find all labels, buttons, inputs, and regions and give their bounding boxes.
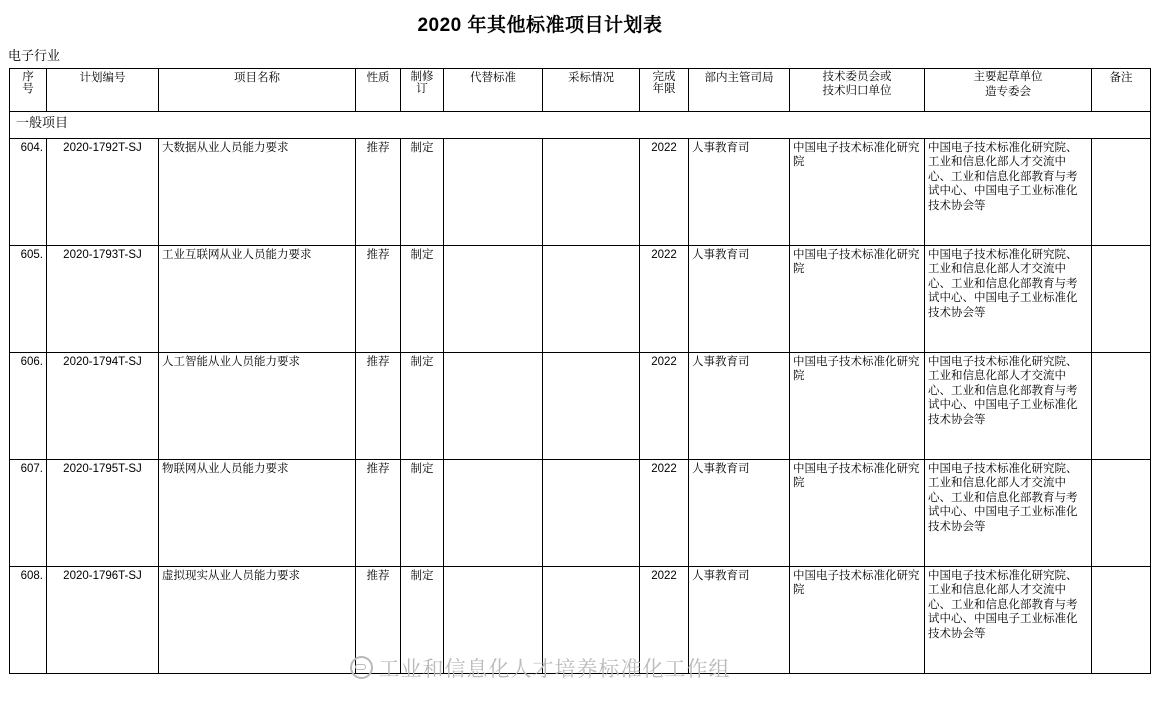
cell-seq: 606. (10, 353, 47, 460)
table-header (10, 69, 1151, 112)
column-header-project-name: 项目名称 (159, 69, 356, 112)
cell-seq: 605. (10, 246, 47, 353)
table-row (10, 246, 1151, 353)
industry-label: 电子行业 (8, 48, 61, 63)
column-header-remark: 备注 (1092, 69, 1151, 112)
table-row (10, 460, 1151, 567)
cell-seq: 607. (10, 460, 47, 567)
cell-project-name: 人工智能从业人员能力要求 (159, 353, 356, 460)
column-header-tc-line1: 技术委员会或 (822, 71, 892, 83)
cell-nature: 推荐 (356, 460, 401, 567)
standards-plan-table (9, 68, 1151, 674)
column-header-year-line2: 年限 (652, 83, 676, 96)
cell-tc: 中国电子技术标准化研究院 (790, 567, 925, 674)
column-header-type-line1: 制修 (410, 71, 434, 83)
cell-replace (444, 246, 543, 353)
cell-plan-no: 2020-1794T-SJ (47, 353, 159, 460)
table-row (10, 567, 1151, 674)
section-label: 一般项目 (10, 112, 1151, 139)
column-header-seq-line2: 号 (22, 83, 34, 96)
column-header-replace: 代替标准 (444, 69, 543, 112)
cell-adopt (543, 567, 640, 674)
cell-dept: 人事教育司 (689, 139, 790, 246)
cell-project-name: 物联网从业人员能力要求 (159, 460, 356, 567)
cell-plan-no: 2020-1796T-SJ (47, 567, 159, 674)
cell-nature: 推荐 (356, 139, 401, 246)
cell-tc: 中国电子技术标准化研究院 (790, 460, 925, 567)
cell-type: 制定 (401, 246, 444, 353)
cell-type: 制定 (401, 139, 444, 246)
cell-seq: 608. (10, 567, 47, 674)
cell-year: 2022 (640, 139, 689, 246)
cell-type: 制定 (401, 460, 444, 567)
cell-tc: 中国电子技术标准化研究院 (790, 139, 925, 246)
cell-dept: 人事教育司 (689, 460, 790, 567)
cell-remark (1092, 246, 1151, 353)
watermark-text: 工业和信息化人才培养标准化工作组 (378, 657, 731, 681)
cell-tc: 中国电子技术标准化研究院 (790, 353, 925, 460)
cell-draft-unit: 中国电子技术标准化研究院、工业和信息化部人才交流中心、工业和信息化部教育与考试中心、中国电子工业标准化技术协会等 (925, 139, 1092, 246)
column-header-adopt: 采标情况 (543, 69, 640, 112)
cell-nature: 推荐 (356, 353, 401, 460)
cell-nature: 推荐 (356, 567, 401, 674)
table-body (10, 112, 1151, 674)
cell-remark (1092, 353, 1151, 460)
cell-plan-no: 2020-1793T-SJ (47, 246, 159, 353)
cell-draft-unit: 中国电子技术标准化研究院、工业和信息化部人才交流中心、工业和信息化部教育与考试中心、中国电子工业标准化技术协会等 (925, 246, 1092, 353)
cell-year: 2022 (640, 353, 689, 460)
section-row (10, 112, 1151, 139)
column-header-year-line1: 完成 (652, 71, 676, 83)
column-header-dept: 部内主管司局 (689, 69, 790, 112)
cell-adopt (543, 353, 640, 460)
column-header-tc (790, 69, 925, 112)
cell-adopt (543, 246, 640, 353)
cell-dept: 人事教育司 (689, 353, 790, 460)
cell-dept: 人事教育司 (689, 246, 790, 353)
cell-adopt (543, 139, 640, 246)
cell-replace (444, 460, 543, 567)
cell-project-name: 大数据从业人员能力要求 (159, 139, 356, 246)
page-title: 2020 年其他标准项目计划表 (417, 15, 663, 36)
cell-tc: 中国电子技术标准化研究院 (790, 246, 925, 353)
column-header-type-line2: 订 (416, 83, 428, 96)
table-row (10, 353, 1151, 460)
cell-replace (444, 353, 543, 460)
table-header-row (10, 69, 1151, 112)
cell-draft-unit: 中国电子技术标准化研究院、工业和信息化部人才交流中心、工业和信息化部教育与考试中心、中国电子工业标准化技术协会等 (925, 567, 1092, 674)
cell-remark (1092, 139, 1151, 246)
cell-type: 制定 (401, 353, 444, 460)
cell-draft-unit: 中国电子技术标准化研究院、工业和信息化部人才交流中心、工业和信息化部教育与考试中心、中国电子工业标准化技术协会等 (925, 353, 1092, 460)
cell-year: 2022 (640, 246, 689, 353)
cell-adopt (543, 460, 640, 567)
cell-year: 2022 (640, 460, 689, 567)
table-row (10, 139, 1151, 246)
cell-remark (1092, 460, 1151, 567)
cell-plan-no: 2020-1795T-SJ (47, 460, 159, 567)
cell-replace (444, 567, 543, 674)
column-header-year (640, 69, 689, 112)
cell-nature: 推荐 (356, 246, 401, 353)
cell-replace (444, 139, 543, 246)
column-header-draft-unit (925, 69, 1092, 112)
column-header-plan-no: 计划编号 (47, 69, 159, 112)
cell-draft-unit: 中国电子技术标准化研究院、工业和信息化部人才交流中心、工业和信息化部教育与考试中心、中国电子工业标准化技术协会等 (925, 460, 1092, 567)
cell-project-name: 工业互联网从业人员能力要求 (159, 246, 356, 353)
header-note: 造专委会 (985, 85, 1031, 98)
column-header-tc-line2: 技术归口单位 (822, 84, 892, 97)
cell-plan-no: 2020-1792T-SJ (47, 139, 159, 246)
cell-type: 制定 (401, 567, 444, 674)
column-header-nature: 性质 (356, 69, 401, 112)
cell-dept: 人事教育司 (689, 567, 790, 674)
cell-remark (1092, 567, 1151, 674)
column-header-seq (10, 69, 47, 112)
column-header-type (401, 69, 444, 112)
column-header-seq-line1: 序 (22, 71, 34, 83)
cell-year: 2022 (640, 567, 689, 674)
cell-seq: 604. (10, 139, 47, 246)
cell-project-name: 虚拟现实从业人员能力要求 (159, 567, 356, 674)
column-header-draft-unit-label: 主要起草单位 (973, 71, 1043, 83)
